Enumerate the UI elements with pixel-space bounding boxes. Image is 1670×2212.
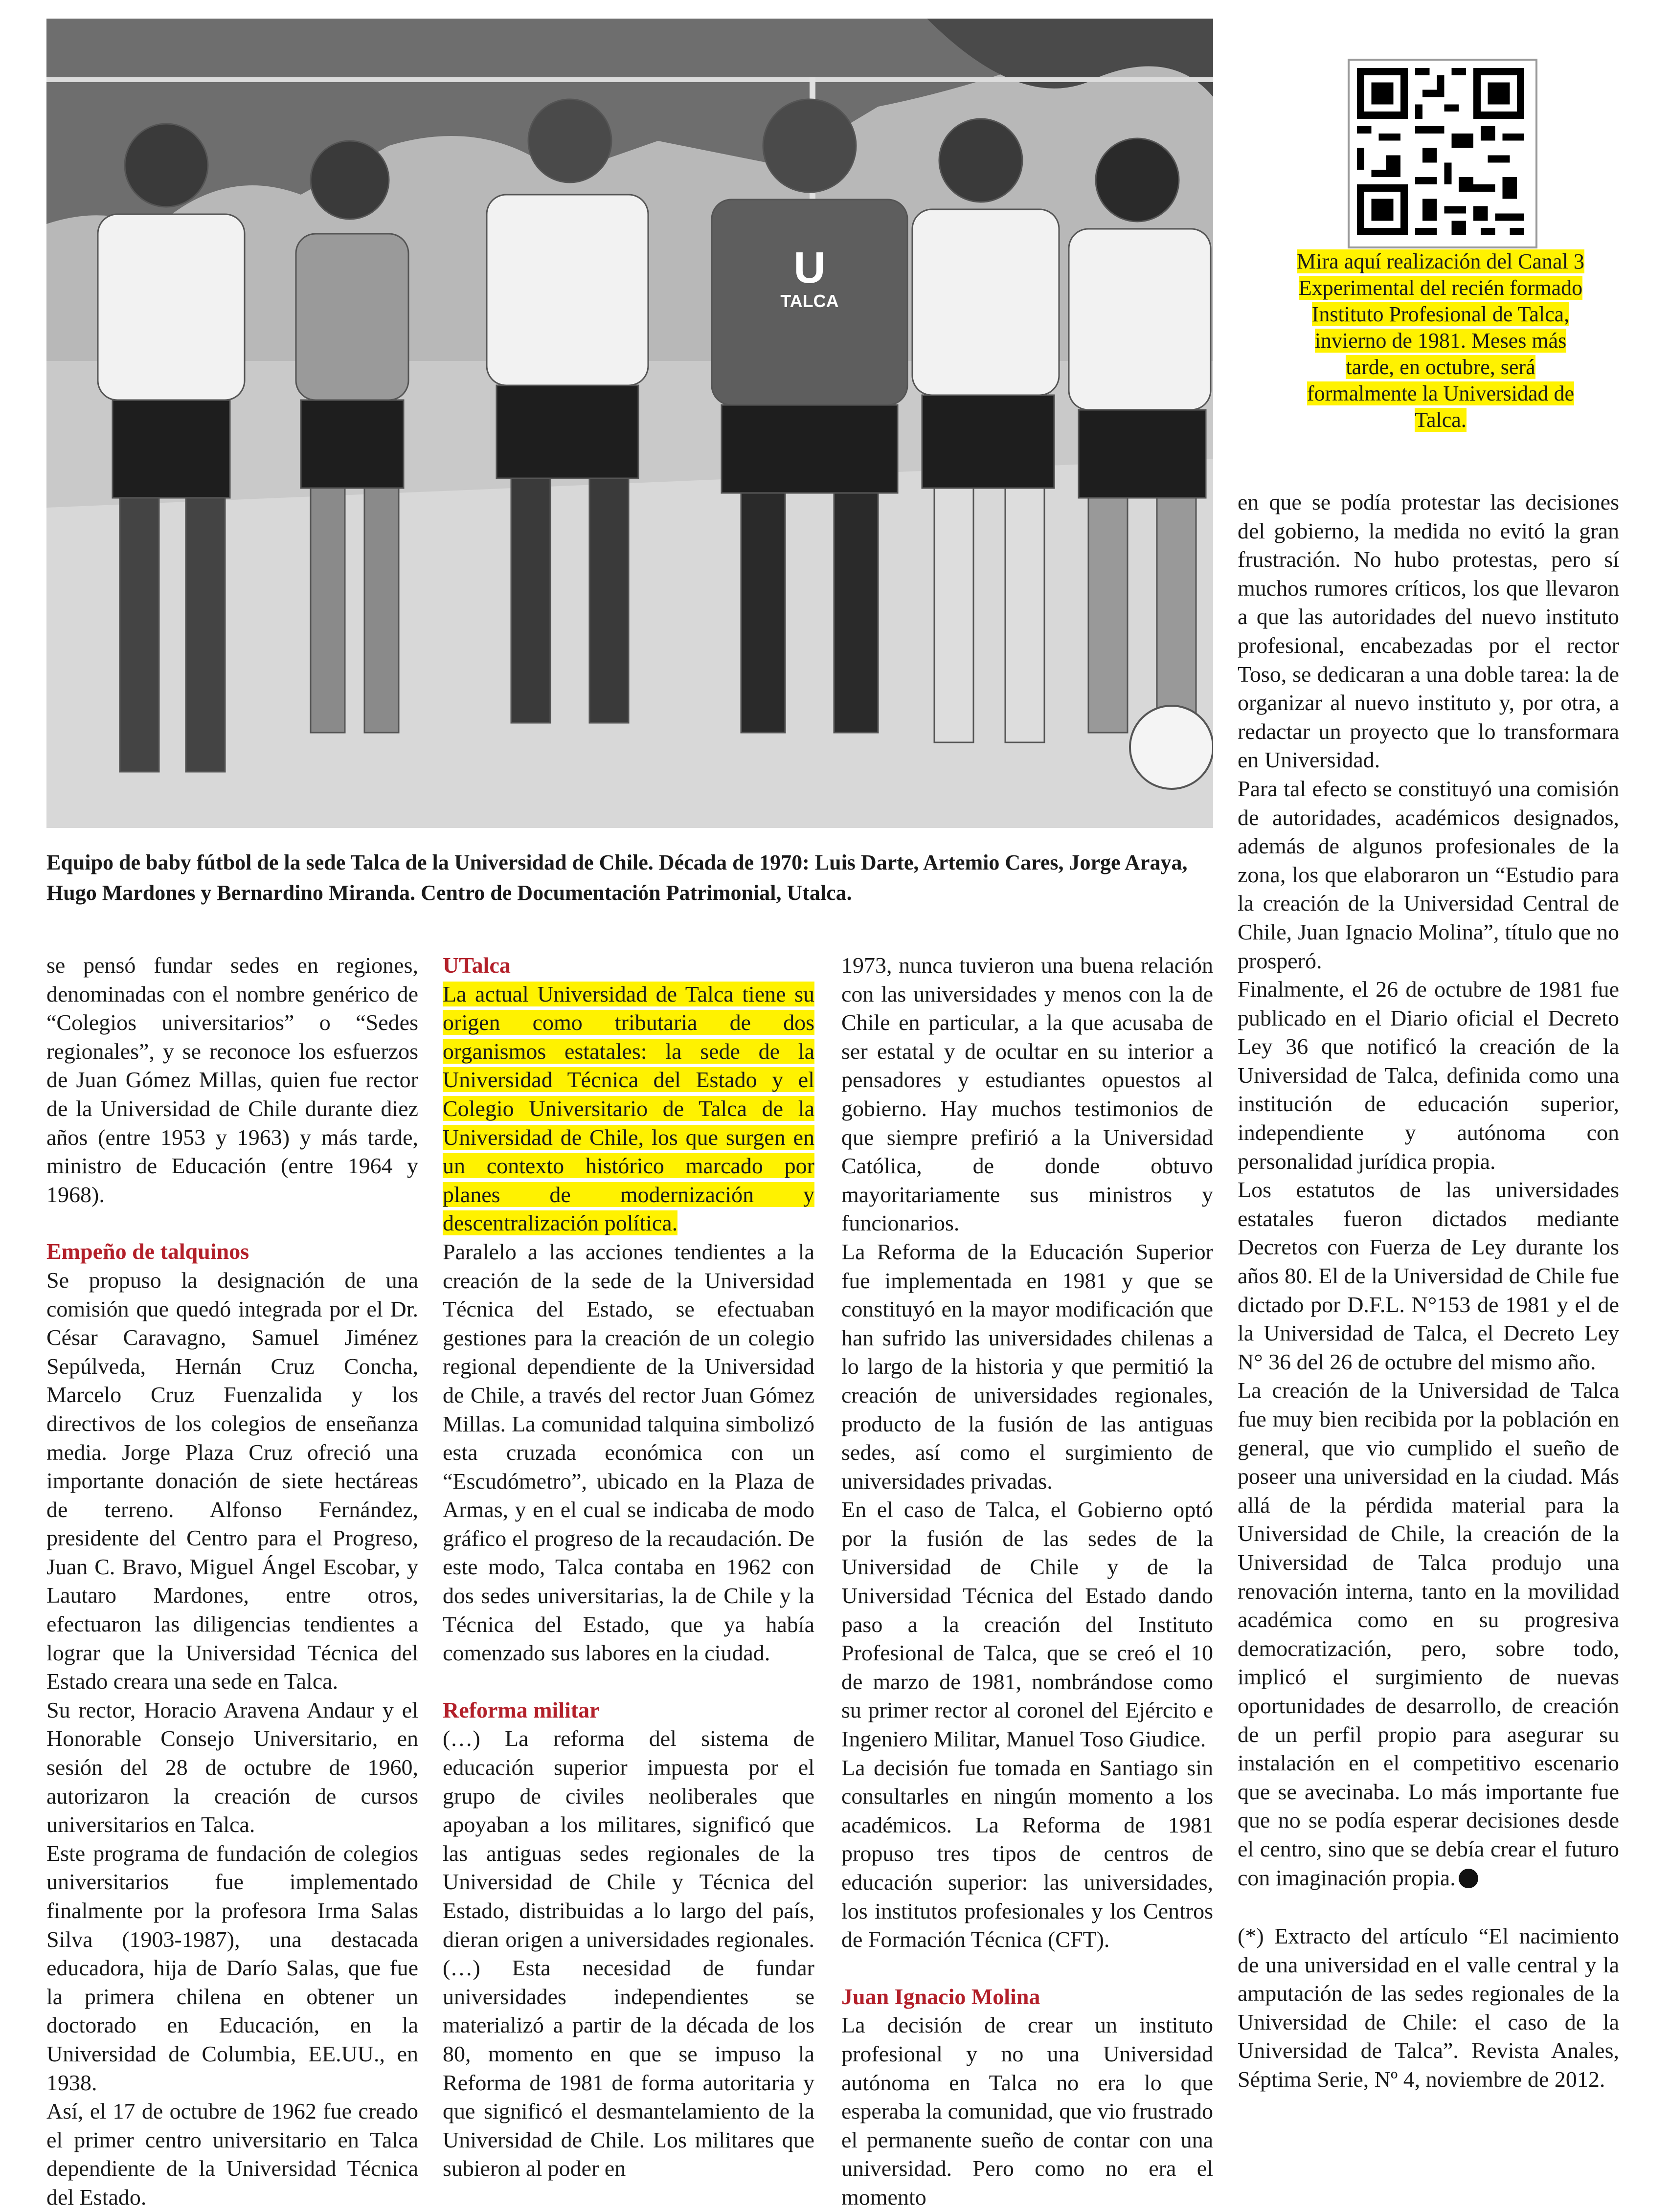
photo-caption: Equipo de baby fútbol de la sede Talca de la Universidad de Chile. Década de 1970: Luis Darte, Artemio Cares, Jorge Araya, Hugo Mardones y Bernardino Miranda. Centro de Documentación Patrimonial, Utalca. [46,850,1188,905]
shirt-label: TALCA [780,291,839,311]
qr-code-icon [1350,61,1532,243]
paragraph: Se propuso la designación de una comisión que quedó integrada por el Dr. César Caravagno, Samuel Jiménez Sepúlveda, Hernán Cruz Concha, Marcelo Cruz Fuenzalida y los directivos de los colegios de enseñanza media. Jorge Plaza Cruz ofreció una importante donación de siete hectáreas de terreno. Alfonso Fernández, presidente del Centro para el Progreso, Juan C. Bravo, Miguel Ángel Escobar, y Lautaro Mardones, entre otros, efectuaron las diligencias tendientes a lograr que la Universidad Técnica del Estado creara una sede en Talca. [46,1267,418,1694]
paragraph-final [1238,1376,1619,1892]
section-heading-reforma: Reforma militar [443,1697,600,1722]
article-column-2 [443,951,814,2183]
paragraph: Para tal efecto se constituyó una comisión de autoridades, académicos designados, además de algunos profesionales de la zona, los que elaboraron un “Estudio para la creación de la Universidad Central de Chile, Juan Ignacio Molina”, título que no prosperó. [1238,776,1619,973]
paragraph: se pensó fundar sedes en regiones, denominadas con el nombre genérico de “Colegios universitarios” o “Sedes regionales”, y se reconoce los esfuerzos de Juan Gómez Millas, quien fue rector de la Universidad de Chile durante diez años (entre 1953 y 1963) y más tarde, ministro de Educación (entre 1964 y 1968). [46,953,418,1207]
article-column-3 [841,951,1213,2212]
paragraph: La decisión de crear un instituto profesional y no una Universidad autónoma en Talca no era lo que esperaba la comunidad, que vio frustrado el permanente sueño de contar con una universidad. Pero como no era el momento [841,2012,1213,2210]
footnote: (*) Extracto del artículo “El nacimiento de una universidad en el valle central y la amputación de las sedes regionales de la Universidad de Chile: el caso de la Universidad de Talca”. Revista Anales, Séptima Serie, Nº 4, noviembre de 2012. [1238,1923,1619,2092]
qr-caption-text: Mira aquí realización del Canal 3 Experimental del recién formado Instituto Profesional de Talca, invierno de 1981. Meses más tarde, en octubre, será formalmente la Universidad de Talca. [1297,249,1584,432]
team-photo-illustration [46,19,1213,828]
paragraph: Los estatutos de las universidades estatales fueron dictados mediante Decretos con Fuerza de Ley durante los años 80. El de la Universidad de Chile fue dictado por D.F.L. N°153 de 1981 y el de la Universidad de Talca, el Decreto Ley N° 36 del 26 de octubre del mismo año. [1238,1177,1619,1374]
paragraph: La decisión fue tomada en Santiago sin consultarles en ningún momento a los académicos. La Reforma de 1981 propuso tres tipos de centros de educación superior: las universidades, los institutos profesionales y los Centros de Formación Técnica (CFT). [841,1755,1213,1952]
paragraph: (…) La reforma del sistema de educación superior impuesta por el grupo de civiles neoliberales que apoyaban a los militares, significó que las antiguas sedes regionales de la Universidad de Chile y Técnica del Estado, distribuidas a lo largo del país, dieran origen a universidades regionales. (…) Esta necesidad de fundar universidades independientes se materializó a partir de la década de los 80, momento en que se impuso la Reforma de 1981 de forma autoritaria y que significó el desmantelamiento de la Universidad de Chile. Los militares que subieron al poder en [443,1726,814,2181]
paragraph: En el caso de Talca, el Gobierno optó por la fusión de las sedes de la Universidad de Chile y de la Universidad Técnica del Estado dando paso a la creación del Instituto Profesional de Talca, que se creó el 10 de marzo de 1981, nombrándose como su primer rector al coronel del Ejército e Ingeniero Militar, Manuel Toso Giudice. [841,1497,1213,1752]
final-text: La creación de la Universidad de Talca fue muy bien recibida por la población en general, que vio cumplido el sueño de poseer una universidad en la ciudad. Más allá de la pérdida material para la Universidad de Chile, la creación de la Universidad de Talca produjo una renovación interna, tanto en la movilidad académica como en su progresiva democratización, pero, sobre todo, implicó el surgimiento de nuevas oportunidades de desarrollo, de creación de un perfil propio para asegurar su instalación en el competitivo escenario que se avecinaba. Lo más importante fue que no se podía esperar decisiones desde el centro, sino que se debía crear el futuro con imaginación propia. [1238,1378,1619,1890]
paragraph: en que se podía protestar las decisiones del gobierno, la medida no evitó la gran frustración. No hubo protestas, pero sí muchos rumores críticos, los que llevaron a que las autoridades del nuevo instituto profesional, encabezadas por el rector Toso, se dedicaran a una doble tarea: la de organizar al nuevo instituto y, por otra, a redactar un proyecto que lo transformara en Universidad. [1238,490,1619,773]
qr-code[interactable] [1348,59,1537,248]
svg-text:U: U [793,244,826,292]
qr-caption [1296,248,1585,433]
highlighted-text: La actual Universidad de Talca tiene su origen como tributaria de dos organismos estatales: la sede de la Universidad Técnica del Estado y el Colegio Universitario de Talca de la Universidad de Chile, los que surgen en un contexto histórico marcado por planes de modernización y descentralización política. [443,981,814,1236]
highlighted-paragraph [443,980,814,1238]
paragraph: La Reforma de la Educación Superior fue implementada en 1981 y que se constituyó en la mayor modificación que han sufrido las universidades chilenas a lo largo de la historia y que permitió la creación de universidades regionales, producto de la fusión de las antiguas sedes, así como el surgimiento de universidades privadas. [841,1239,1213,1494]
section-heading-molina: Juan Ignacio Molina [841,1984,1040,2009]
paragraph: Paralelo a las acciones tendientes a la creación de la sede de la Universidad Técnica del Estado, se efectuaban gestiones para la creación de un colegio regional dependiente de la Universidad de Chile, a través del rector Juan Gómez Millas. La comunidad talquina simbolizó esta cruzada económica con un “Escudómetro”, ubicado en la Plaza de Armas, y en el cual se indicaba de modo gráfico el progreso de la recaudación. De este modo, Talca contaba en 1962 con dos sedes universitarias, la de Chile y la Técnica del Estado, que ya había comenzado sus labores en la ciudad. [443,1239,814,1666]
article-column-4 [1238,488,1619,1892]
paragraph: Finalmente, el 26 de octubre de 1981 fue publicado en el Diario oficial el Decreto Ley 36 que notificó la creación de la Universidad de Talca, definida como una institución de educación superior, independiente y autónoma con personalidad jurídica propia. [1238,977,1619,1174]
paragraph: Este programa de fundación de colegios universitarios fue implementado finalmente por la profesora Irma Salas Silva (1903-1987), una destacada educadora, hija de Darío Salas, que fue la primera chilena en obtener un doctorado en Educación, en la Universidad de Columbia, EE.UU., en 1938. [46,1840,418,2095]
team-photo [46,19,1213,828]
paragraph: Su rector, Horacio Aravena Andaur y el Honorable Consejo Universitario, en sesión del 28 de octubre de 1960, autorizaron la creación de cursos universitarios en Talca. [46,1697,418,1837]
paragraph: Así, el 17 de octubre de 1962 fue creado el primer centro universitario en Talca dependiente de la Universidad Técnica del Estado. [46,2099,418,2210]
article-column-1 [46,951,418,2212]
end-mark-icon [1459,1869,1478,1888]
section-heading-empeno: Empeño de talquinos [46,1239,249,1264]
paragraph: 1973, nunca tuvieron una buena relación con las universidades y menos con la de Chile en particular, a la que acusaba de ser estatal y de ocultar en su interior a pensadores y estudiantes opuestos al gobierno. Hay muchos testimonios de que siempre prefirió a la Universidad Católica, de donde obtuvo mayoritariamente sus ministros y funcionarios. [841,953,1213,1236]
section-heading-utalca: UTalca [443,953,511,978]
